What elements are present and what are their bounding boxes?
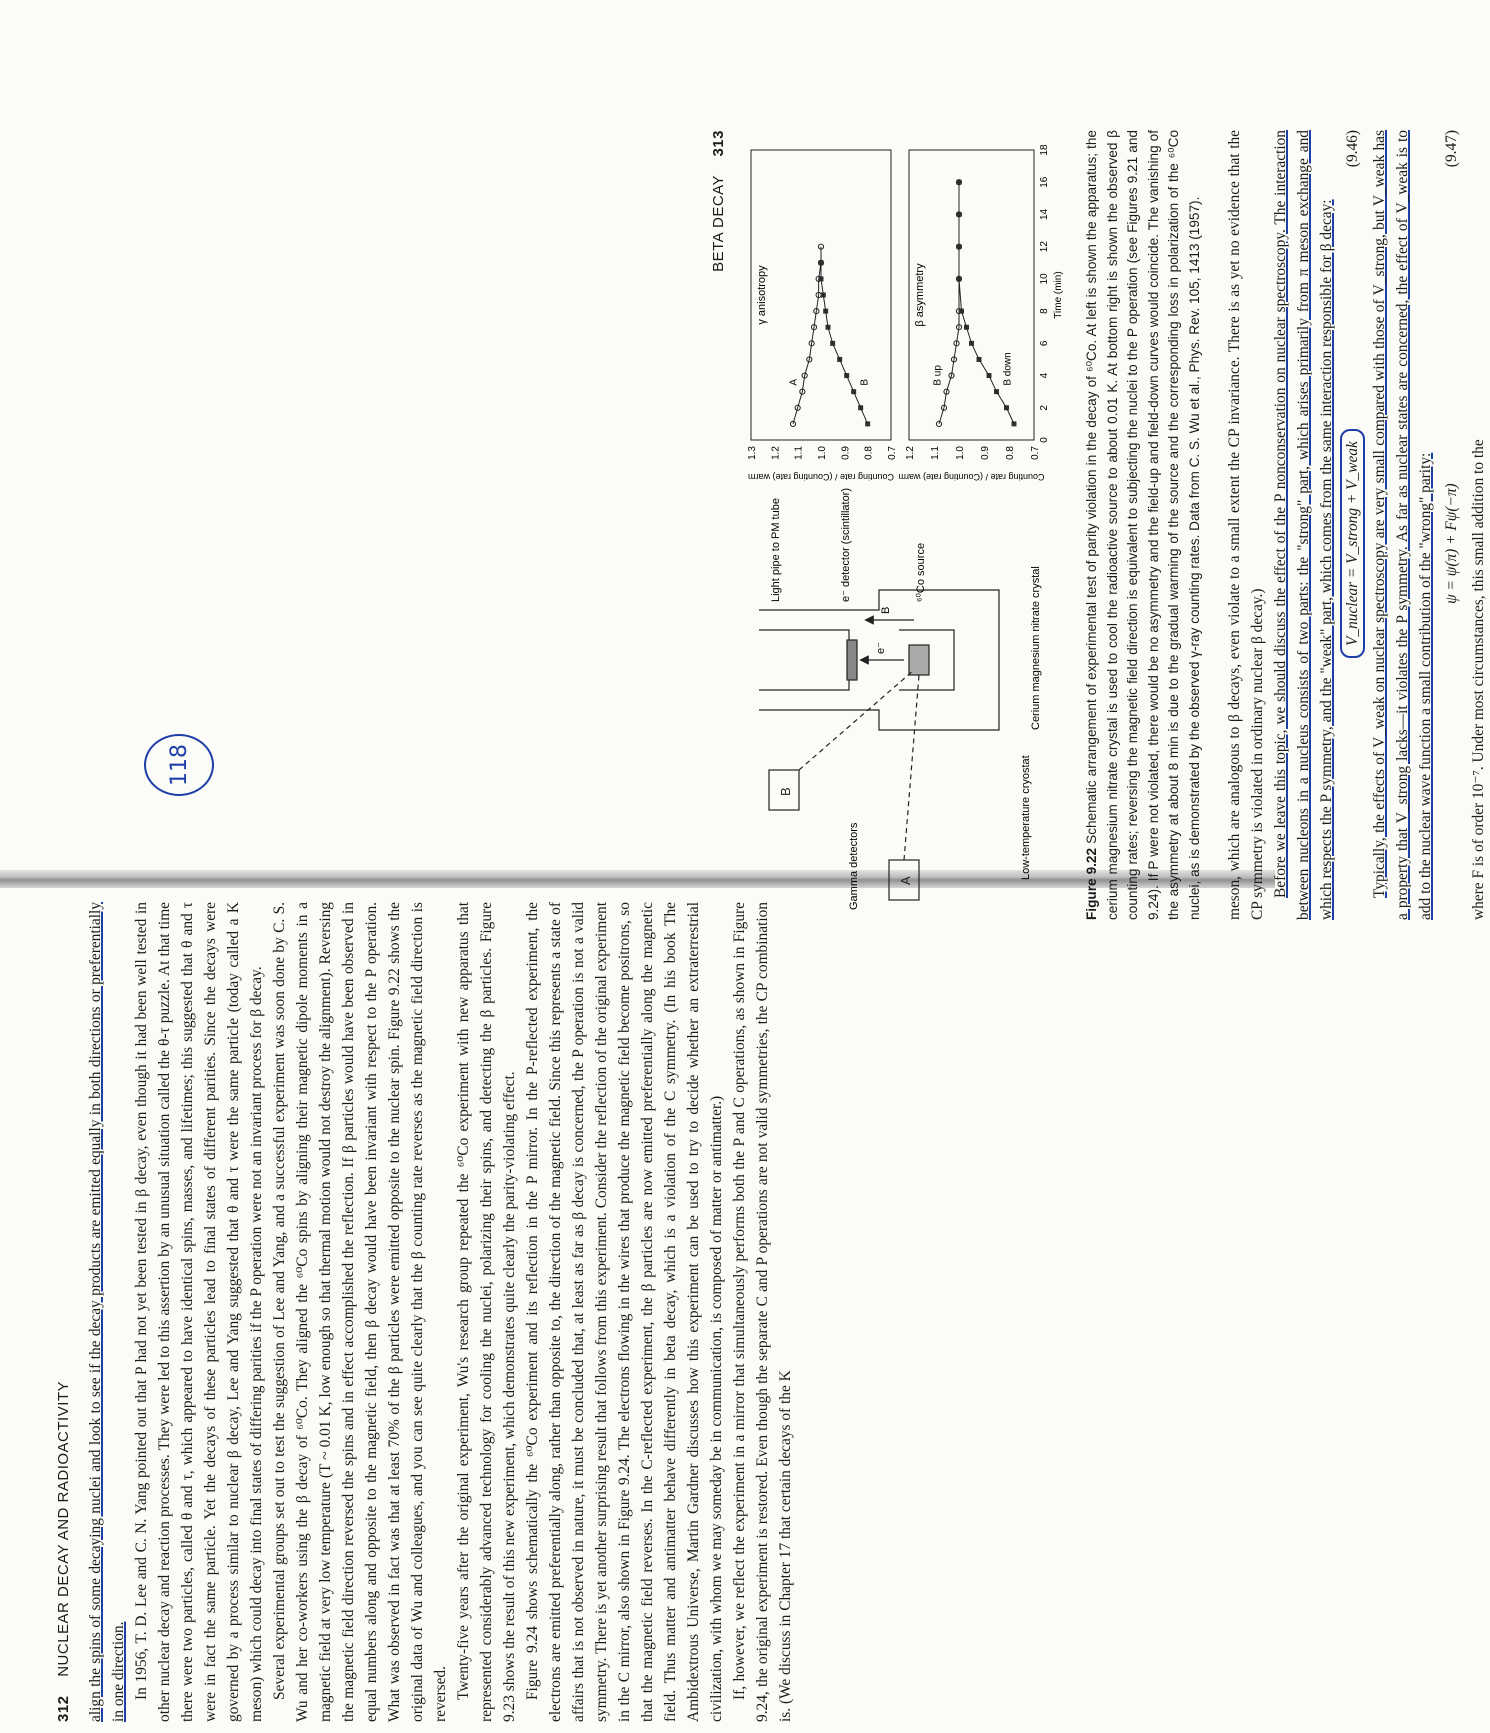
left-paragraph-4: Twenty-five years after the original experiment, Wu's research group repeated the ⁶⁰Co experiment with new apparatus that represented considerably advanced technology for cooling the nuclei, polarizing their spins, and detecting the β particles. Figure 9.23 shows the result of this new experiment, which demonstrates quite clearly the parity-violating effect. xyxy=(455,902,518,1722)
right-paragraph-3: Typically, the effects of V_weak on nuclear spectroscopy are very small compared with those of V_strong, but V_weak has a property that V_strong lacks—it violates the P symmetry. As far as nuclear states are concerned, the effect of V_weak is to add to the nuclear wave function a small contribution of the "wrong" parity: xyxy=(1371,130,1434,920)
plot-title: γ anisotropy xyxy=(756,265,768,325)
equation-9-46-number: (9.46) xyxy=(1344,130,1361,168)
cryostat-label: Low-temperature cryostat xyxy=(1020,755,1032,880)
series-label: B up xyxy=(932,365,944,386)
y-axis-label: Counting rate / (Counting rate) warm xyxy=(898,472,1045,482)
light-pipe xyxy=(759,630,849,690)
plot-frame xyxy=(909,150,1034,440)
y-tick-label: 1.2 xyxy=(770,446,782,460)
x-tick-label: 0 xyxy=(1039,437,1050,443)
right-running-head xyxy=(710,130,727,920)
left-paragraph-2: In 1956, T. D. Lee and C. N. Yang pointed out that P had not yet been tested in β decay, even though it had been well tested in other nuclear decay and reaction processes. They were led to this assertion by an unusual situation called the θ-τ puzzle. At that time there were two particles, called θ and τ, which appeared to have identical spins, masses, and lifetimes; this suggested that θ and τ were in fact the same particle. Yet the decays of these particles lead to final states of different parities. Since the decays were governed by a process similar to nuclear β decay, Lee and Yang suggested that θ and τ were the same particle (today called a K meson) which could decay into final states of differing parities if the P operation were not an invariant process for β decay. xyxy=(133,902,265,1722)
y-tick-label: 1.3 xyxy=(747,446,758,460)
x-tick-label: 18 xyxy=(1039,144,1050,156)
equation-9-47-number: (9.47) xyxy=(1443,130,1460,168)
series-line xyxy=(793,247,821,424)
y-axis-label: Counting rate / (Counting rate) warm xyxy=(747,472,895,482)
y-tick-label: 0.7 xyxy=(887,446,898,460)
x-tick-label: 10 xyxy=(1039,273,1050,285)
electron-label: e⁻ xyxy=(875,642,887,654)
y-tick-label: 1.1 xyxy=(930,446,941,460)
y-tick-label: 0.9 xyxy=(980,446,991,460)
detector-a-label: A xyxy=(898,876,913,885)
co-source-label: ⁶⁰Co source xyxy=(915,542,927,602)
counting-rate-plots xyxy=(747,144,1064,482)
right-paragraph-1: meson, which are analogous to β decays, even violate to a small extent the CP invariance. There is as yet no evidence that the CP symmetry is violated in ordinary nuclear β decay.) xyxy=(1226,130,1266,920)
left-paragraph-1: align the spins of some decaying nuclei and look to see if the decay products are emitted equally in both directions or preferentially in one direction. xyxy=(87,902,127,1722)
right-page-number: 313 xyxy=(710,130,727,157)
left-paragraph-3: Several experimental groups set out to test the suggestion of Lee and Yang, and a successful experiment was soon done by C. S. Wu and her co-workers using the β decay of ⁶⁰Co. They aligned the ⁶⁰Co spins by aligning their magnetic dipole moments in a magnetic field at very low temperature (T ~ 0.01 K, low enough so that thermal motion would not destroy the alignment). Reversing the magnetic field direction reversed the spins and in effect accomplished the reflection. If β particles would have been observed in equal numbers along and opposite to the magnetic field, then β decay would have been invariant with respect to the P operation. What was observed in fact was that at least 70% of the β particles were emitted opposite to the nuclear spin. Figure 9.22 shows the original data of Wu and colleagues, and you can see quite clearly that the β counting rate reverses as the magnetic field direction is reversed. xyxy=(271,902,449,1722)
left-running-title: NUCLEAR DECAY AND RADIOACTIVITY xyxy=(55,1380,72,1677)
y-tick-label: 0.8 xyxy=(863,446,875,460)
apparatus-diagram xyxy=(759,590,999,900)
series-label: A xyxy=(788,378,800,386)
y-tick-label: 0.8 xyxy=(1005,446,1016,460)
caption-label: Figure 9.22 xyxy=(1084,847,1099,920)
series-line xyxy=(939,182,959,424)
x-tick-label: 2 xyxy=(1039,404,1050,411)
equation-9-46-formula: V_nuclear = V_strong + V_weak xyxy=(1340,429,1365,658)
left-page xyxy=(55,902,1235,1722)
right-page xyxy=(710,130,1487,920)
crystal-label: Cerium magnesium nitrate crystal xyxy=(1030,566,1042,730)
gamma-path-b xyxy=(799,670,914,770)
y-tick-label: 0.7 xyxy=(1030,446,1041,460)
caption-text: Schematic arrangement of experimental test of parity violation in the decay of ⁶⁰Co. At left is shown the apparatus; the cerium magnesium nitrate crystal is used to cool the radioactive source to about 0.01 K. At bottom right is shown the observed β counting rates; reversing the magnetic field direction is equivalent to subjecting the nuclei to the P operation (see Figures 9.21 and 9.24). If P were not violated, there would be no asymmetry and the field-up and field-down curves would coincide. The vanishing of the asymmetry at about 8 min is due to the gradual warming of the source and the corresponding loss in polarization of the ⁶⁰Co nuclei, as is demonstrated by the observed γ-ray counting rates. Data from C. S. Wu et al., Phys. Rev. 105, 1413 (1957). xyxy=(1084,130,1202,920)
scintillator xyxy=(847,640,857,680)
right-closing-line: where F is of order 10⁻⁷. Under most circumstances, this small addition to the xyxy=(1470,439,1487,920)
left-running-head xyxy=(55,902,72,1722)
handwritten-number-text: 118 xyxy=(166,744,192,786)
gamma-detectors-label: Gamma detectors xyxy=(848,822,860,910)
x-axis-label: Time (min) xyxy=(1053,271,1064,319)
co-source xyxy=(909,645,929,675)
light-pipe-label: Light pipe to PM tube xyxy=(770,498,782,602)
series-line xyxy=(821,263,868,424)
y-tick-label: 1.2 xyxy=(905,446,916,460)
gamma-path-a xyxy=(904,675,919,860)
series-label: B xyxy=(859,378,871,386)
x-tick-label: 4 xyxy=(1039,372,1050,379)
left-page-number: 312 xyxy=(55,1695,72,1722)
figure-caption xyxy=(1082,130,1205,920)
handwritten-page-number xyxy=(144,734,214,796)
right-paragraph-2: Before we leave this topic, we should discuss the effect of the P nonconservation on nuclear spectroscopy. The interaction between nucleons in a nucleus consists of two parts: the "strong" part, which arises primarily from π meson exchange and which respects the P symmetry, and the "weak" part, which comes from the same interaction responsible for β decay: xyxy=(1272,130,1335,920)
detector-b-label: B xyxy=(778,787,793,796)
left-paragraph-6: If, however, we reflect the experiment in a mirror that simultaneously performs both the P and C operations, as shown in Figure 9.24, the original experiment is restored. Even though the separate C and P operations are not valid symmetries, the CP combination is. (We discuss in Chapter 17 that certain decays of the K xyxy=(731,902,794,1722)
y-tick-label: 1.0 xyxy=(955,446,966,460)
y-tick-label: 0.9 xyxy=(840,446,852,460)
right-running-title: BETA DECAY xyxy=(710,175,727,272)
y-tick-label: 1.1 xyxy=(793,446,805,460)
equation-9-47 xyxy=(1443,130,1461,920)
y-tick-label: 1.0 xyxy=(817,446,828,460)
x-tick-label: 16 xyxy=(1039,176,1050,188)
b-field-label: B xyxy=(880,606,892,614)
plot-title: β asymmetry xyxy=(914,263,926,327)
right-body-text xyxy=(1223,130,1490,920)
x-tick-label: 14 xyxy=(1039,208,1050,221)
left-paragraph-5: Figure 9.24 shows schematically the ⁶⁰Co experiment and its reflection in the P mirror. In the P-reflected experiment, the electrons are emitted preferentially along, rather than opposite to, the direction of the magnetic field. Since this represents a state of affairs that is not observed in nature, it must be concluded that, at least as far as β decay is concerned, the P operation is not a valid symmetry. There is yet another surprising result that follows from this experiment. Consider the reflection of the original experiment in the C mirror, also shown in Figure 9.24. The electrons flowing in the wires that produce the magnetic field become positrons, so that the magnetic field reverses. In the C-reflected experiment, the β particles are now emitted preferentially along the magnetic field. Thus matter and antimatter behave differently in beta decay, which is a violation of the C symmetry. (In his book The Ambidextrous Universe, Martin Gardner discusses how this experiment can be used to try to decide whether an extraterrestrial civilization, with whom we may someday be in communication, is composed of matter or antimatter.) xyxy=(524,902,725,1722)
figure-9-22 xyxy=(739,130,1069,920)
series-line xyxy=(959,182,1014,424)
x-tick-label: 6 xyxy=(1039,340,1050,347)
e-detector-label: e⁻ detector (scintillator) xyxy=(840,487,852,602)
left-body-text xyxy=(84,902,797,1722)
equation-9-46 xyxy=(1344,130,1362,920)
x-tick-label: 8 xyxy=(1039,308,1050,314)
x-tick-label: 12 xyxy=(1039,241,1050,253)
series-label: B down xyxy=(1002,352,1014,386)
equation-9-47-formula: ψ = ψ(π) + Fψ(−π) xyxy=(1443,483,1460,604)
